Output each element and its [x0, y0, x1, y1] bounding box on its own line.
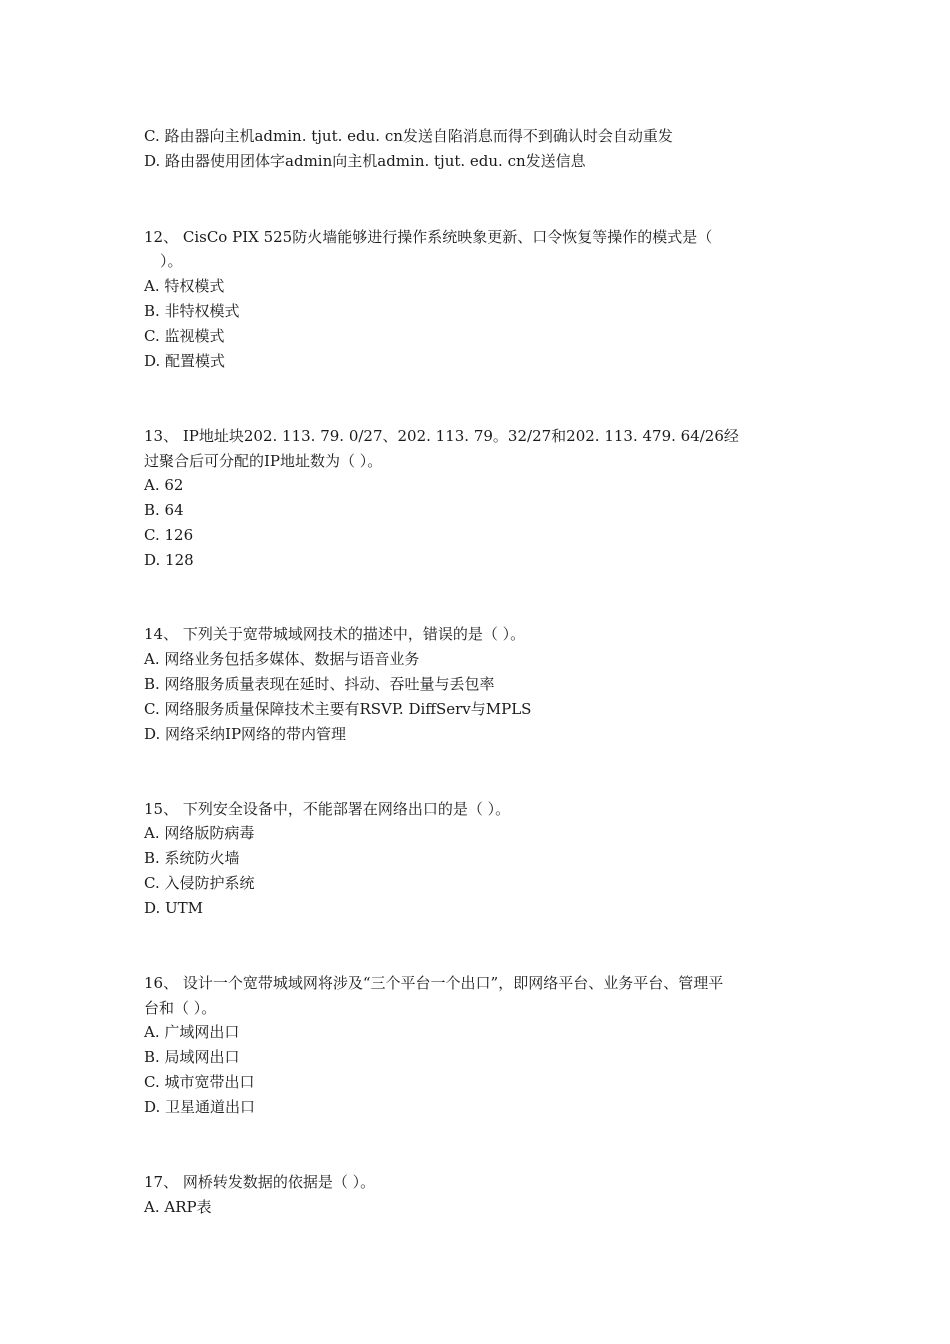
question-13-option-d: D. 128	[144, 551, 194, 569]
question-16-option-a: A. 广域网出口	[144, 1023, 240, 1041]
question-16-stem-line-1: 16、 设计一个宽带城域网将涉及“三个平台一个出口”，即网络平台、业务平台、管理平	[144, 974, 724, 992]
question-14-option-a: A. 网络业务包括多媒体、数据与语音业务	[144, 650, 420, 668]
question-12-option-a: A. 特权模式	[144, 277, 225, 295]
question-16-option-d: D. 卫星通道出口	[144, 1098, 256, 1116]
question-13-stem-line-1: 13、 IP地址块202. 113. 79. 0/27、202. 113. 79。32/27和202. 113. 479. 64/26经	[144, 427, 739, 445]
question-16-option-b: B. 局域网出口	[144, 1048, 240, 1066]
question-12-option-c: C. 监视模式	[144, 327, 225, 345]
question-15-option-b: B. 系统防火墙	[144, 849, 240, 867]
question-17-option-a: A. ARP表	[144, 1198, 212, 1216]
question-15-option-a: A. 网络版防病毒	[144, 824, 255, 842]
question-17-stem: 17、 网桥转发数据的依据是（ ）。	[144, 1173, 376, 1191]
question-15-option-d: D. UTM	[144, 899, 204, 917]
question-11-option-c: C. 路由器向主机admin. tjut. edu. cn发送自陷消息而得不到确认时会自动重发	[144, 127, 673, 145]
question-13-stem-line-2: 过聚合后可分配的IP地址数为（ ）。	[144, 452, 383, 470]
question-14-stem: 14、 下列关于宽带城域网技术的描述中，错误的是（ ）。	[144, 625, 526, 643]
question-15-stem: 15、 下列安全设备中，不能部署在网络出口的是（ ）。	[144, 800, 511, 818]
question-14-option-c: C. 网络服务质量保障技术主要有RSVP. DiffServ与MPLS	[144, 700, 532, 718]
question-14-option-b: B. 网络服务质量表现在延时、抖动、吞吐量与丢包率	[144, 675, 495, 693]
question-16-stem-line-2: 台和（ ）。	[144, 999, 217, 1017]
question-13-option-b: B. 64	[144, 501, 184, 519]
question-12-option-b: B. 非特权模式	[144, 302, 240, 320]
question-11-option-d: D. 路由器使用团体字admin向主机admin. tjut. edu. cn发送信息	[144, 152, 586, 170]
question-13-option-c: C. 126	[144, 526, 194, 544]
question-12-stem-line-1: 12、 CisCo PIX 525防火墙能够进行操作系统映象更新、口令恢复等操作的模式是（	[144, 228, 713, 246]
question-16-option-c: C. 城市宽带出口	[144, 1073, 255, 1091]
question-12-stem-line-2: ）。	[160, 252, 183, 270]
question-14-option-d: D. 网络采纳IP网络的带内管理	[144, 725, 347, 743]
question-12-option-d: D. 配置模式	[144, 352, 226, 370]
question-15-option-c: C. 入侵防护系统	[144, 874, 255, 892]
question-13-option-a: A. 62	[144, 476, 184, 494]
